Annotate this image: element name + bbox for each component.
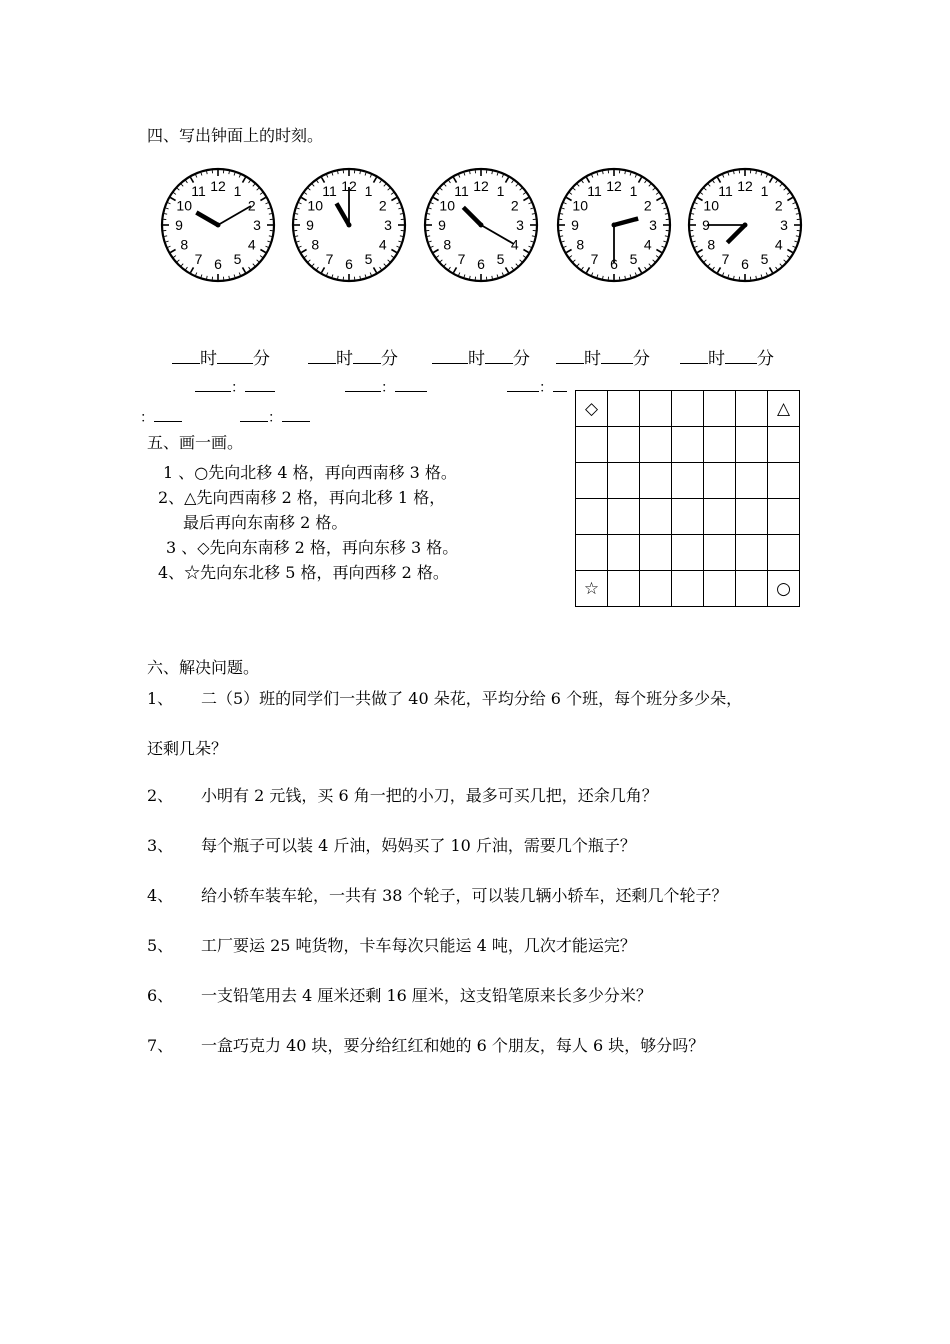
- minute-label: 分: [381, 349, 398, 369]
- grid-cell[interactable]: [608, 391, 640, 427]
- section6-title: 六、解决问题。: [147, 658, 260, 677]
- grid-cell[interactable]: [768, 499, 800, 535]
- clock-numeral: 8: [443, 236, 452, 253]
- clock-tick: [796, 236, 799, 237]
- clock-tick: [756, 171, 757, 174]
- clock-numeral: 6: [741, 256, 749, 272]
- grid-cell[interactable]: [704, 427, 736, 463]
- question-7-text: 一盒巧克力 40 块，要分给红红和她的 6 个朋友，每人 6 块，够分吗？: [201, 1036, 705, 1055]
- clock-numeral: 6: [477, 256, 485, 272]
- clock-tick: [625, 171, 626, 174]
- question-4-number: 4、: [147, 886, 174, 905]
- clock-numeral: 7: [721, 250, 730, 267]
- clock-numeral: 12: [473, 178, 489, 194]
- grid-cell[interactable]: [608, 427, 640, 463]
- hour-label: 时: [336, 349, 353, 369]
- digital-blank-1[interactable]: [195, 377, 275, 397]
- clock-numeral: 4: [247, 236, 256, 253]
- clock-tick: [229, 276, 230, 279]
- clock-tick: [532, 236, 535, 237]
- clock-numeral: 1: [760, 183, 769, 200]
- question-1-number: 1、: [147, 689, 174, 708]
- instruction-2: 2、△先向西南移 2 格，再向北移 1 格，: [158, 488, 446, 507]
- clock-numeral: 1: [233, 183, 242, 200]
- clock-2: [289, 165, 409, 285]
- grid-cell-circle[interactable]: ○: [768, 571, 800, 607]
- clock-face: [421, 165, 541, 285]
- clock-tick: [164, 236, 167, 237]
- minute-label: 分: [253, 349, 270, 369]
- clock-tick: [229, 171, 230, 174]
- clock-numeral: 4: [643, 236, 652, 253]
- question-5-number: 5、: [147, 936, 174, 955]
- grid-cell-star[interactable]: ☆: [576, 571, 608, 607]
- hour-label: 时: [200, 349, 217, 369]
- clock-tick: [427, 236, 430, 237]
- clock-tick: [532, 214, 535, 215]
- grid-cell[interactable]: [768, 535, 800, 571]
- clock-tick: [338, 171, 339, 174]
- digital-blank-2[interactable]: [345, 377, 427, 397]
- grid-cell-triangle[interactable]: △: [768, 391, 800, 427]
- clock-tick: [338, 276, 339, 279]
- question-1-text: 二（5）班的同学们一共做了 40 朵花，平均分给 6 个班，每个班分多少朵，: [201, 689, 743, 708]
- clock-numeral: 2: [247, 197, 256, 214]
- question-6-number: 6、: [147, 986, 174, 1005]
- grid-cell[interactable]: [608, 571, 640, 607]
- clock-numeral: 10: [572, 197, 589, 214]
- section4-title: 四、写出钟面上的时刻。: [147, 126, 324, 145]
- digital-blank-3[interactable]: [507, 377, 567, 397]
- clock-face: [289, 165, 409, 285]
- question-4-text: 给小轿车装车轮，一共有 38 个轮子，可以装几辆小轿车，还剩几个轮子？: [201, 886, 728, 905]
- grid-cell[interactable]: [640, 499, 672, 535]
- answer-blank-4[interactable]: [556, 344, 650, 369]
- grid-cell[interactable]: [640, 535, 672, 571]
- clock-tick: [603, 276, 604, 279]
- grid-cell[interactable]: [576, 427, 608, 463]
- clock-center: [743, 223, 748, 228]
- clock-numeral: 7: [194, 250, 203, 267]
- clock-tick: [691, 236, 694, 237]
- grid-cell[interactable]: [672, 391, 704, 427]
- grid-cell[interactable]: [704, 571, 736, 607]
- clock-tick: [207, 171, 208, 174]
- clock-numeral: 3: [384, 217, 392, 233]
- clock-tick: [625, 276, 626, 279]
- clock-numeral: 11: [191, 183, 206, 200]
- answer-blank-2[interactable]: [308, 344, 398, 369]
- clock-tick: [691, 214, 694, 215]
- clock-numeral: 3: [516, 217, 524, 233]
- grid-cell[interactable]: [576, 463, 608, 499]
- clock-numeral: 1: [496, 183, 505, 200]
- clock-center: [479, 223, 484, 228]
- minute-label: 分: [513, 349, 530, 369]
- hour-label: 时: [584, 349, 601, 369]
- clock-tick: [734, 171, 735, 174]
- colon-separator: ：: [140, 410, 154, 426]
- instruction-1: 1 、○先向北移 4 格，再向西南移 3 格。: [163, 463, 457, 482]
- clock-numeral: 12: [210, 178, 226, 194]
- grid-cell[interactable]: [704, 463, 736, 499]
- clock-numeral: 6: [345, 256, 353, 272]
- clock-face: [685, 165, 805, 285]
- clock-tick: [269, 236, 272, 237]
- question-7-number: 7、: [147, 1036, 174, 1055]
- clock-numeral: 11: [718, 183, 733, 200]
- answer-blank-5[interactable]: [680, 344, 774, 369]
- question-1-text-cont: 还剩几朵？: [147, 739, 228, 758]
- clock-numeral: 7: [590, 250, 599, 267]
- grid-cell[interactable]: [672, 427, 704, 463]
- clock-numeral: 2: [378, 197, 387, 214]
- clock-numeral: 5: [364, 250, 373, 267]
- grid-cell[interactable]: [608, 499, 640, 535]
- minute-label: 分: [757, 349, 774, 369]
- instruction-2-cont: 最后再向东南移 2 格。: [183, 513, 348, 532]
- minute-label: 分: [633, 349, 650, 369]
- colon-separator: ：: [539, 380, 553, 396]
- instruction-3: 3 、◇先向东南移 2 格，再向东移 3 格。: [166, 538, 459, 557]
- clock-numeral: 10: [307, 197, 324, 214]
- grid-cell[interactable]: [704, 535, 736, 571]
- clock-numeral: 7: [457, 250, 466, 267]
- drawing-grid: [575, 390, 800, 607]
- clock-numeral: 12: [606, 178, 622, 194]
- clock-numeral: 5: [233, 250, 242, 267]
- clock-3: [421, 165, 541, 285]
- clock-tick: [360, 171, 361, 174]
- clock-numeral: 11: [587, 183, 602, 200]
- grid-cell[interactable]: [704, 499, 736, 535]
- grid-cell[interactable]: [736, 427, 768, 463]
- grid-cell[interactable]: [768, 427, 800, 463]
- clock-center: [612, 223, 617, 228]
- clock-numeral: 3: [253, 217, 261, 233]
- question-2-number: 2、: [147, 786, 174, 805]
- grid-cell[interactable]: [736, 499, 768, 535]
- question-6-text: 一支铅笔用去 4 厘米还剩 16 厘米，这支铅笔原来长多少分米？: [201, 986, 652, 1005]
- clock-tick: [360, 276, 361, 279]
- grid-cell[interactable]: [672, 571, 704, 607]
- clock-numeral: 10: [703, 197, 720, 214]
- clock-numeral: 3: [649, 217, 657, 233]
- clock-numeral: 4: [774, 236, 783, 253]
- clock-numeral: 9: [175, 217, 183, 233]
- clock-numeral: 8: [576, 236, 585, 253]
- clock-numeral: 4: [510, 236, 519, 253]
- clock-tick: [734, 276, 735, 279]
- clock-face: [554, 165, 674, 285]
- grid-cell-diamond[interactable]: ◇: [576, 391, 608, 427]
- grid-cell[interactable]: [608, 535, 640, 571]
- clock-tick: [492, 171, 493, 174]
- hour-label: 时: [468, 349, 485, 369]
- clock-numeral: 5: [629, 250, 638, 267]
- clock-numeral: 5: [496, 250, 505, 267]
- clock-numeral: 1: [629, 183, 638, 200]
- clock-tick: [560, 236, 563, 237]
- clock-tick: [427, 214, 430, 215]
- clock-tick: [164, 214, 167, 215]
- clock-numeral: 1: [364, 183, 373, 200]
- colon-separator: ：: [268, 410, 282, 426]
- clock-tick: [400, 236, 403, 237]
- clock-tick: [295, 236, 298, 237]
- colon-separator: ：: [231, 380, 245, 396]
- clock-tick: [400, 214, 403, 215]
- answer-blank-1[interactable]: [172, 344, 270, 369]
- grid-cell[interactable]: [736, 571, 768, 607]
- grid-cell[interactable]: [640, 427, 672, 463]
- clock-numeral: 2: [774, 197, 783, 214]
- clock-tick: [470, 171, 471, 174]
- grid-cell[interactable]: [672, 463, 704, 499]
- clock-numeral: 4: [378, 236, 387, 253]
- clock-numeral: 8: [311, 236, 320, 253]
- clock-numeral: 12: [737, 178, 753, 194]
- clock-tick: [603, 171, 604, 174]
- clock-numeral: 10: [439, 197, 456, 214]
- clock-center: [347, 223, 352, 228]
- question-5-text: 工厂要运 25 吨货物，卡车每次只能运 4 吨，几次才能运完？: [201, 936, 636, 955]
- clock-1: [158, 165, 278, 285]
- grid-cell[interactable]: [640, 463, 672, 499]
- clock-numeral: 6: [214, 256, 222, 272]
- digital-blank-4[interactable]: [140, 407, 182, 427]
- colon-separator: ：: [381, 380, 395, 396]
- clock-numeral: 6: [610, 256, 618, 272]
- question-2-text: 小明有 2 元钱，买 6 角一把的小刀，最多可买几把，还余几角？: [201, 786, 658, 805]
- clock-numeral: 2: [643, 197, 652, 214]
- clock-tick: [560, 214, 563, 215]
- section5-title: 五、画一画。: [147, 433, 244, 452]
- digital-blank-5[interactable]: [240, 407, 310, 427]
- clock-tick: [295, 214, 298, 215]
- grid-cell[interactable]: [640, 391, 672, 427]
- clock-numeral: 3: [780, 217, 788, 233]
- clock-tick: [665, 214, 668, 215]
- question-3-number: 3、: [147, 836, 174, 855]
- clock-numeral: 8: [707, 236, 716, 253]
- grid-cell[interactable]: [736, 391, 768, 427]
- clock-numeral: 7: [325, 250, 334, 267]
- hour-label: 时: [708, 349, 725, 369]
- clock-face: [158, 165, 278, 285]
- clock-4: [554, 165, 674, 285]
- grid-cell[interactable]: [736, 535, 768, 571]
- clock-numeral: 9: [306, 217, 314, 233]
- grid-cell[interactable]: [640, 571, 672, 607]
- clock-numeral: 8: [180, 236, 189, 253]
- clock-numeral: 12: [341, 178, 357, 194]
- clock-numeral: 2: [510, 197, 519, 214]
- clock-tick: [470, 276, 471, 279]
- clock-tick: [796, 214, 799, 215]
- grid-cell[interactable]: [736, 463, 768, 499]
- grid-cell[interactable]: [608, 463, 640, 499]
- instruction-4: 4、☆先向东北移 5 格，再向西移 2 格。: [158, 563, 449, 582]
- clock-numeral: 9: [702, 217, 710, 233]
- question-3-text: 每个瓶子可以装 4 斤油，妈妈买了 10 斤油，需要几个瓶子？: [201, 836, 636, 855]
- clock-numeral: 10: [176, 197, 193, 214]
- clock-center: [216, 223, 221, 228]
- clock-tick: [756, 276, 757, 279]
- grid-cell[interactable]: [672, 499, 704, 535]
- clock-tick: [665, 236, 668, 237]
- clock-numeral: 11: [454, 183, 469, 200]
- grid-cell[interactable]: [768, 463, 800, 499]
- clock-numeral: 9: [438, 217, 446, 233]
- answer-blank-3[interactable]: [432, 344, 530, 369]
- clock-tick: [492, 276, 493, 279]
- clock-numeral: 9: [571, 217, 579, 233]
- clock-5: [685, 165, 805, 285]
- grid-cell[interactable]: [576, 535, 608, 571]
- clock-tick: [269, 214, 272, 215]
- clock-numeral: 5: [760, 250, 769, 267]
- clock-tick: [207, 276, 208, 279]
- grid-cell[interactable]: [672, 535, 704, 571]
- grid-cell[interactable]: [704, 391, 736, 427]
- clock-numeral: 11: [322, 183, 337, 200]
- grid-cell[interactable]: [576, 499, 608, 535]
